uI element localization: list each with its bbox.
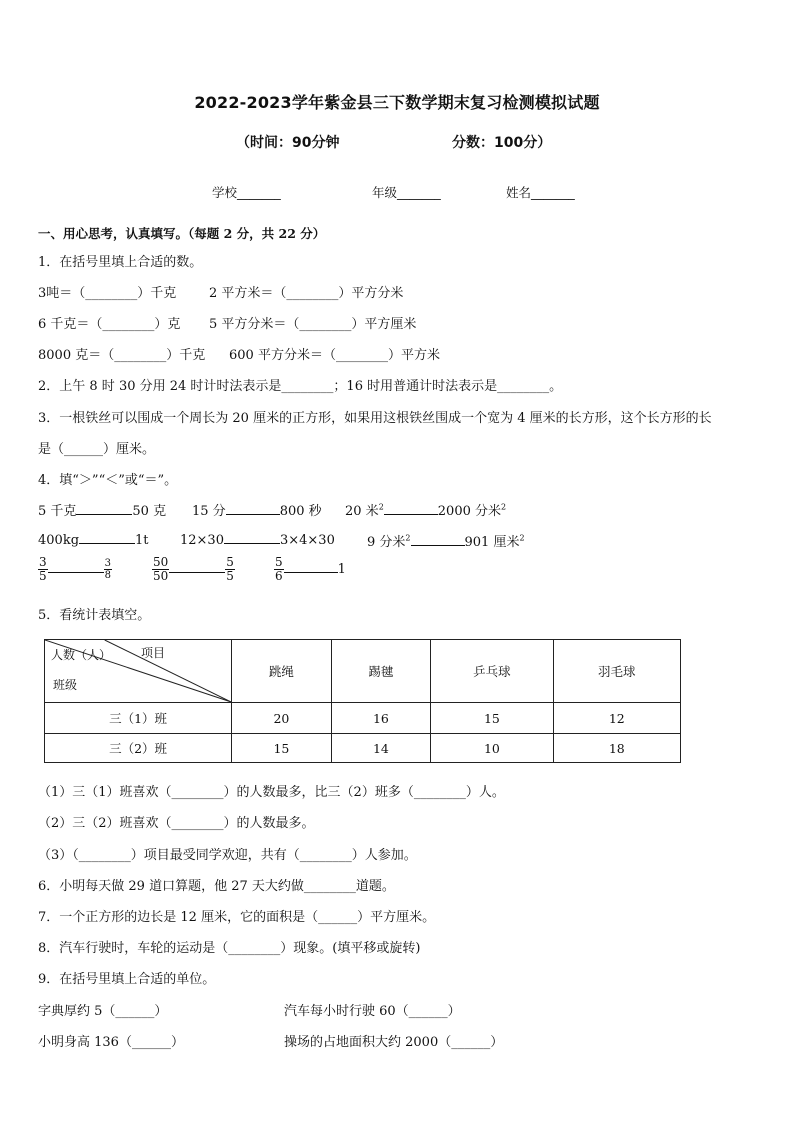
question-6: 6．小明每天做 29 道口算题，他 27 天大约做________道题。 bbox=[38, 879, 395, 894]
header-people: 人数（人） bbox=[51, 648, 112, 662]
column-header: 乒乓球 bbox=[431, 640, 553, 703]
superscript: 2 bbox=[519, 533, 525, 543]
compare-right: 3×4×30 bbox=[279, 533, 335, 548]
q9-item: 操场的占地面积大约 2000（______） bbox=[284, 1035, 504, 1050]
answer-blank[interactable] bbox=[226, 502, 280, 515]
column-header: 跳绳 bbox=[232, 640, 332, 703]
answer-blank[interactable] bbox=[384, 502, 438, 515]
question-7: 7．一个正方形的边长是 12 厘米，它的面积是（______）平方厘米。 bbox=[38, 910, 436, 925]
compare-right: 50 克 bbox=[132, 504, 167, 519]
diagonal-header-cell bbox=[45, 640, 232, 703]
column-header: 羽毛球 bbox=[553, 640, 680, 703]
answer-blank[interactable] bbox=[79, 531, 135, 544]
superscript: 2 bbox=[501, 502, 507, 512]
question-8: 8．汽车行驶时，车轮的运动是（________）现象。(填平移或旋转) bbox=[38, 941, 421, 956]
compare-right: 1 bbox=[337, 562, 346, 577]
q1-item: 8000 克＝（________）千克 bbox=[38, 348, 206, 363]
answer-blank[interactable] bbox=[48, 560, 104, 573]
score-label: 分数：100分） bbox=[452, 135, 552, 151]
question-1-stem: 1．在括号里填上合适的数。 bbox=[38, 255, 203, 270]
table-cell: 18 bbox=[553, 734, 680, 763]
question-2: 2．上午 8 时 30 分用 24 时计时法表示是________；16 时用普通计时法表示是________。 bbox=[38, 379, 563, 394]
fraction: $\frac{3}{8}$ bbox=[104, 558, 112, 581]
compare-row-2 bbox=[180, 531, 335, 548]
compare-left: 20 米 bbox=[345, 504, 379, 519]
q1-item: 3吨＝（________）千克 bbox=[38, 286, 177, 301]
table-cell: 12 bbox=[553, 703, 680, 734]
question-9-stem: 9．在括号里填上合适的单位。 bbox=[38, 972, 216, 987]
fraction: $\frac{5}{5}$ bbox=[226, 555, 234, 583]
q1-item: 5 平方分米＝（________）平方厘米 bbox=[209, 317, 417, 332]
question-3-line-2: 是（______）厘米。 bbox=[38, 442, 156, 457]
school-field: 学校_______ bbox=[212, 185, 281, 200]
grade-field: 年级_______ bbox=[372, 185, 441, 200]
compare-left: 9 分米 bbox=[367, 535, 406, 550]
q9-item: 小明身高 136（______） bbox=[38, 1035, 184, 1050]
answer-blank[interactable] bbox=[284, 560, 338, 573]
compare-row-3 bbox=[38, 556, 112, 583]
q5-sub-3: （3）（________）项目最受同学欢迎，共有（________）人参加。 bbox=[38, 848, 417, 863]
statistics-table bbox=[44, 639, 681, 763]
compare-left: 15 分 bbox=[192, 504, 226, 519]
superscript: 2 bbox=[378, 502, 384, 512]
q5-sub-2: （2）三（2）班喜欢（________）的人数最多。 bbox=[38, 816, 315, 831]
header-item: 项目 bbox=[141, 646, 166, 660]
answer-blank[interactable] bbox=[169, 560, 225, 573]
compare-right: 2000 分米 bbox=[437, 504, 501, 519]
fraction: $\frac{50}{50}$ bbox=[153, 555, 169, 583]
q9-item: 字典厚约 5（______） bbox=[38, 1004, 168, 1019]
name-field: 姓名_______ bbox=[506, 185, 575, 200]
compare-row-2 bbox=[367, 531, 525, 550]
table-cell: 15 bbox=[431, 703, 553, 734]
q1-item: 2 平方米＝（________）平方分米 bbox=[209, 286, 404, 301]
fraction: $\frac{3}{5}$ bbox=[39, 555, 47, 583]
q1-item: 6 千克＝（________）克 bbox=[38, 317, 181, 332]
question-5-stem: 5．看统计表填空。 bbox=[38, 608, 151, 623]
compare-row-3 bbox=[152, 556, 235, 583]
q9-item: 汽车每小时行驶 60（______） bbox=[284, 1004, 461, 1019]
question-4-stem: 4．填“＞”“＜”或“＝”。 bbox=[38, 473, 178, 488]
table-cell: 10 bbox=[431, 734, 553, 763]
compare-left: 400kg bbox=[38, 533, 80, 548]
table-cell: 15 bbox=[232, 734, 332, 763]
header-class: 班级 bbox=[53, 678, 78, 692]
compare-row-3 bbox=[274, 556, 346, 583]
compare-left: 12×30 bbox=[180, 533, 224, 548]
column-header: 踢毽 bbox=[331, 640, 431, 703]
compare-row-1 bbox=[192, 500, 322, 519]
table-cell: 20 bbox=[232, 703, 332, 734]
row-header: 三（2）班 bbox=[45, 734, 232, 763]
fraction: $\frac{5}{6}$ bbox=[275, 555, 283, 583]
compare-right: 1t bbox=[135, 533, 149, 548]
q5-sub-1: （1）三（1）班喜欢（________）的人数最多，比三（2）班多（________）人。 bbox=[38, 785, 505, 800]
question-3-line-1: 3．一根铁丝可以围成一个周长为 20 厘米的正方形，如果用这根铁丝围成一个宽为 4 厘米的长方形，这个长方形的长 bbox=[38, 411, 712, 426]
table-cell: 16 bbox=[331, 703, 431, 734]
answer-blank[interactable] bbox=[76, 502, 132, 515]
compare-row-1 bbox=[38, 500, 166, 519]
compare-right: 901 厘米 bbox=[464, 535, 520, 550]
compare-row-2 bbox=[38, 531, 149, 548]
time-label: （时间：90分钟 bbox=[236, 135, 340, 151]
table-row bbox=[45, 703, 681, 734]
compare-left: 5 千克 bbox=[38, 504, 77, 519]
q1-item: 600 平方分米＝（________）平方米 bbox=[229, 348, 440, 363]
superscript: 2 bbox=[405, 533, 411, 543]
answer-blank[interactable] bbox=[224, 531, 280, 544]
row-header: 三（1）班 bbox=[45, 703, 232, 734]
table-row bbox=[45, 734, 681, 763]
section-1-heading: 一、用心思考，认真填写。（每题 2 分，共 22 分） bbox=[38, 226, 326, 241]
compare-row-1 bbox=[345, 500, 506, 519]
table-cell: 14 bbox=[331, 734, 431, 763]
compare-right: 800 秒 bbox=[279, 504, 322, 519]
answer-blank[interactable] bbox=[411, 533, 465, 546]
page-title: 2022-2023学年紫金县三下数学期末复习检测模拟试题 bbox=[194, 93, 600, 112]
